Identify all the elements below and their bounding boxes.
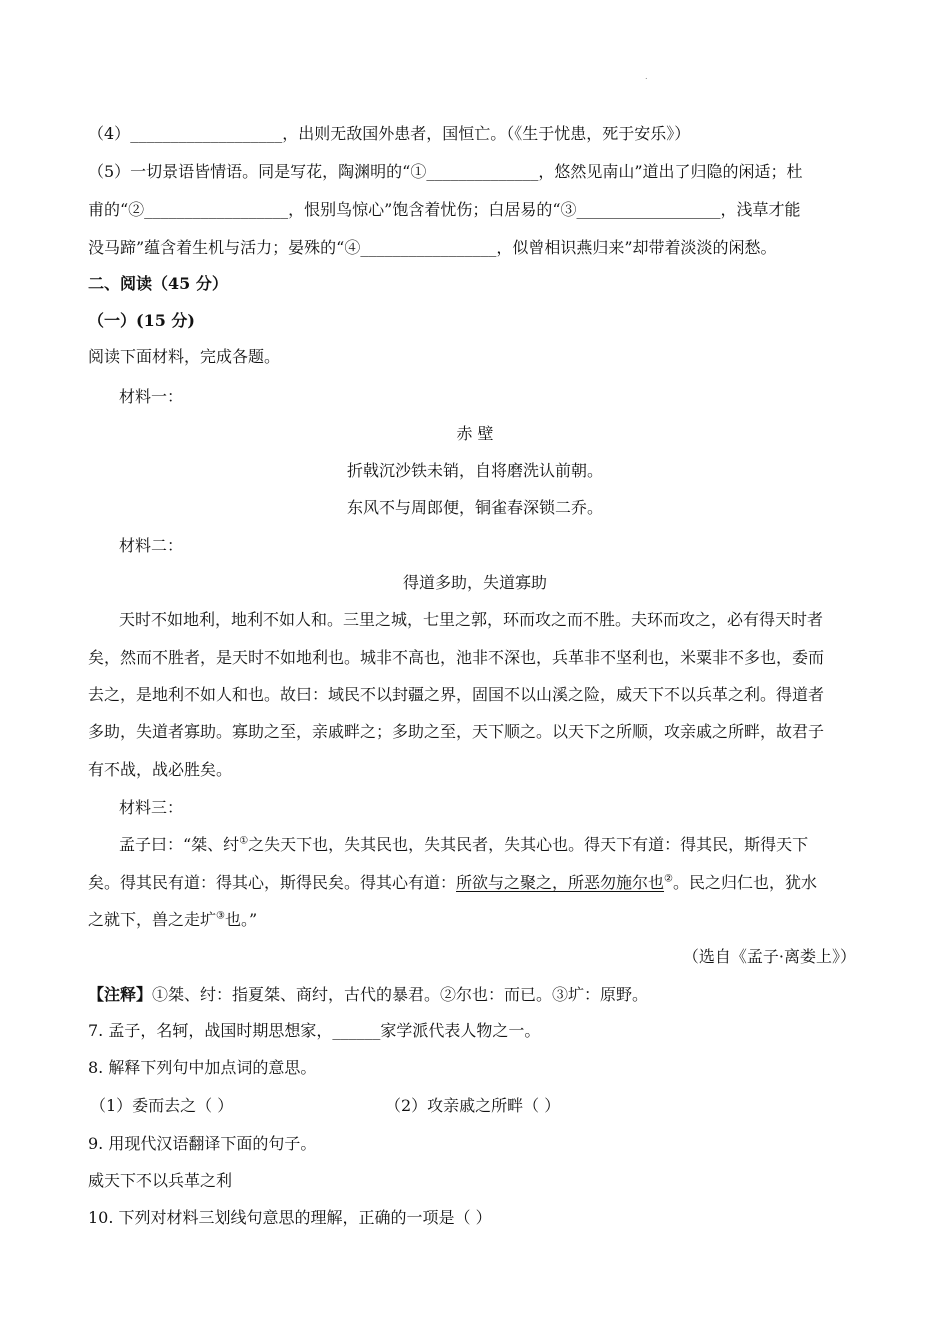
question-10: 10. 下列对材料三划线句意思的理解，正确的一项是（ ） <box>88 1208 492 1227</box>
essay-line-4: 多助，失道者寡助。寡助之至，亲戚畔之；多助之至，天下顺之。以天下之所顺，攻亲戚之所畔，故君子 <box>88 722 825 741</box>
annotation-label: 【注释】 <box>88 985 153 1004</box>
underlined-sentence: 所欲与之聚之，所恶勿施尔也 <box>456 873 665 892</box>
mencius-text: 之失天下也，失其民也，失其民者，失其心也。得天下有道：得其民，斯得天下 <box>248 835 809 854</box>
material-1-label: 材料一： <box>119 387 184 406</box>
question-4 <box>88 123 690 145</box>
mencius-line-1 <box>119 834 808 856</box>
part-heading: （一）(15 分) <box>88 311 195 330</box>
mencius-text: 。民之归仁也，犹水 <box>673 873 818 892</box>
material-2-label: 材料二： <box>119 536 184 555</box>
essay-line-3: 去之，是地利不如人和也。故曰：域民不以封疆之界，固国不以山溪之险，威天下不以兵革之利。得道者 <box>88 685 825 704</box>
poem-line-2: 东风不与周郎便，铜雀春深锁二乔。 <box>346 498 603 517</box>
footnote-ref-1: ① <box>239 835 249 847</box>
q4-text: ，出则无敌国外患者，国恒亡。（《生于忧患，死于安乐》） <box>282 124 691 143</box>
question-5-line-2: 甫的“②__________________，恨别鸟惊心”饱含着忧伤；白居易的“③__________________，浅草才能 <box>88 200 801 219</box>
essay-line-1: 天时不如地利，地利不如人和。三里之城，七里之郭，环而攻之而不胜。夫环而攻之，必有得天时者 <box>119 610 824 629</box>
question-9-sentence: 威天下不以兵革之利 <box>88 1171 233 1190</box>
mencius-line-3 <box>88 909 257 931</box>
q4-blank[interactable]: ___________________ <box>130 124 283 143</box>
question-9: 9. 用现代汉语翻译下面的句子。 <box>88 1134 317 1153</box>
page-dot: . <box>645 72 648 81</box>
mencius-text: 孟子曰：“桀、纣 <box>119 835 240 854</box>
mencius-text: 也。” <box>224 910 258 929</box>
mencius-line-2 <box>88 872 817 894</box>
essay-line-5: 有不战，战必胜矣。 <box>88 760 233 779</box>
footnote-ref-2: ② <box>664 873 673 885</box>
source-citation: （选自《孟子·离娄上》） <box>682 947 856 966</box>
poem-title: 赤 壁 <box>456 424 494 443</box>
question-7: 7. 孟子，名轲，战国时期思想家，______家学派代表人物之一。 <box>88 1021 541 1040</box>
essay-line-2: 矣，然而不胜者，是天时不如地利也。城非不高也，池非不深也，兵革非不坚利也，米粟非不多也，委而 <box>88 648 825 667</box>
annotation-text: ①桀、纣：指夏桀、商纣，古代的暴君。②尔也：而已。③圹：原野。 <box>152 985 649 1004</box>
question-5-line-1: （5）一切景语皆情语。同是写花，陶渊明的“①______________，悠然见南山”道出了归隐的闲适；杜 <box>88 162 803 181</box>
material-3-label: 材料三： <box>119 798 184 817</box>
question-8-item-2: （2）攻亲戚之所畔（ ） <box>385 1096 561 1115</box>
essay-title: 得道多助，失道寡助 <box>402 573 547 592</box>
footnote-ref-3: ③ <box>216 910 225 922</box>
mencius-text: 矣。得其民有道：得其心，斯得民矣。得其心有道： <box>88 873 457 892</box>
q4-number: （4） <box>88 124 131 143</box>
section-heading: 二、阅读（45 分） <box>88 274 228 293</box>
question-5-line-3: 没马蹄”蕴含着生机与活力；晏殊的“④_________________，似曾相识燕归来”却带着淡淡的闲愁。 <box>88 238 777 257</box>
question-8-item-1: （1）委而去之（ ） <box>90 1096 234 1115</box>
mencius-text: 之就下，兽之走圹 <box>88 910 217 929</box>
instruction: 阅读下面材料，完成各题。 <box>88 347 281 366</box>
annotation <box>88 984 648 1006</box>
question-8: 8. 解释下列句中加点词的意思。 <box>88 1058 317 1077</box>
poem-line-1: 折戟沉沙铁未销，自将磨洗认前朝。 <box>346 461 603 480</box>
